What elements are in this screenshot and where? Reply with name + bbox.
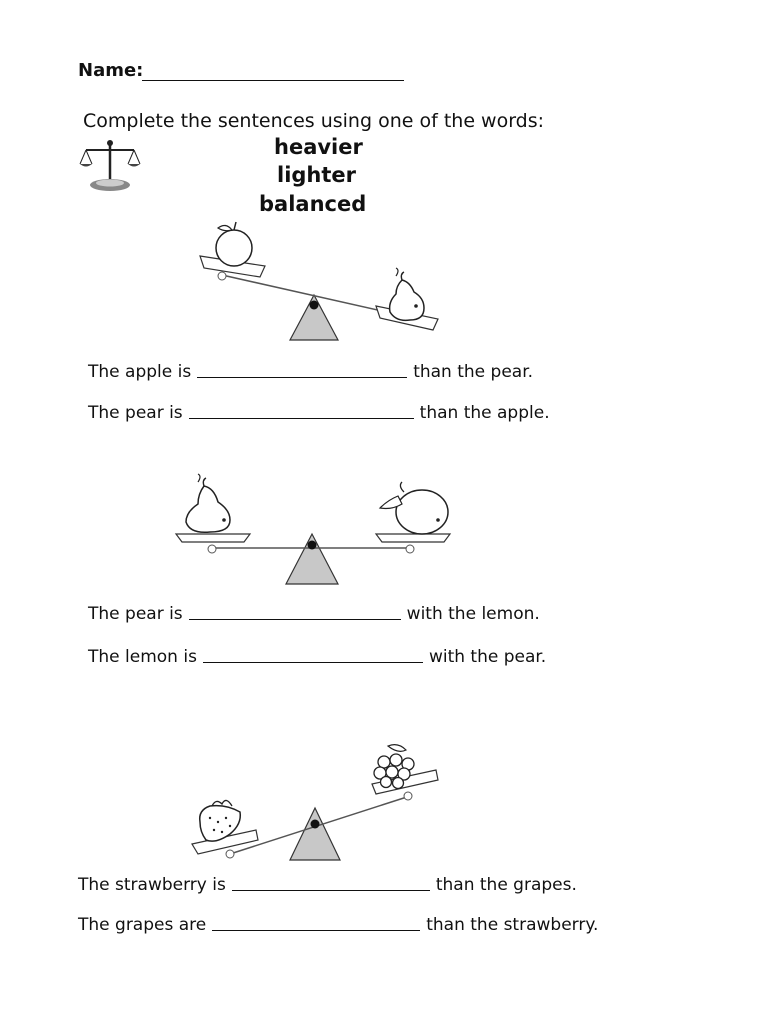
answer-blank[interactable]	[203, 662, 423, 663]
sentence-text: The grapes are	[78, 915, 207, 935]
sentence-text: with the pear.	[428, 647, 547, 667]
seesaw-pear-lemon	[172, 470, 462, 590]
answer-blank[interactable]	[189, 619, 401, 620]
pear-illustration	[390, 268, 424, 320]
word-option-balanced: balanced	[259, 192, 367, 216]
word-option-heavier: heavier	[274, 135, 363, 159]
name-label: Name:	[78, 60, 144, 81]
instructions: Complete the sentences using one of the words:	[83, 110, 545, 132]
sentence-text: The pear is	[88, 604, 183, 624]
answer-blank[interactable]	[189, 418, 414, 419]
sentence-text: than the grapes.	[435, 875, 577, 895]
sentence-1	[88, 362, 533, 382]
answer-blank[interactable]	[232, 890, 430, 891]
word-option-lighter: lighter	[277, 163, 357, 187]
name-field[interactable]	[142, 80, 404, 81]
lemon-illustration	[380, 482, 448, 534]
sentence-text: The apple is	[88, 362, 192, 382]
sentence-6	[78, 915, 598, 935]
sentence-text: than the apple.	[419, 403, 550, 423]
answer-blank[interactable]	[197, 377, 407, 378]
sentence-text: The pear is	[88, 403, 183, 423]
answer-blank[interactable]	[212, 930, 420, 931]
balance-scale-icon	[80, 138, 140, 194]
sentence-text: The lemon is	[88, 647, 197, 667]
sentence-text: The strawberry is	[78, 875, 226, 895]
pear-illustration	[186, 474, 230, 532]
seesaw-strawberry-grapes	[186, 740, 451, 865]
sentence-3	[88, 604, 540, 624]
sentence-text: with the lemon.	[406, 604, 540, 624]
apple-illustration	[216, 222, 252, 266]
sentence-text: than the strawberry.	[426, 915, 599, 935]
sentence-text: than the pear.	[413, 362, 534, 382]
sentence-5	[78, 875, 577, 895]
seesaw-apple-pear	[190, 220, 450, 345]
sentence-2	[88, 403, 550, 423]
sentence-4	[88, 647, 546, 667]
